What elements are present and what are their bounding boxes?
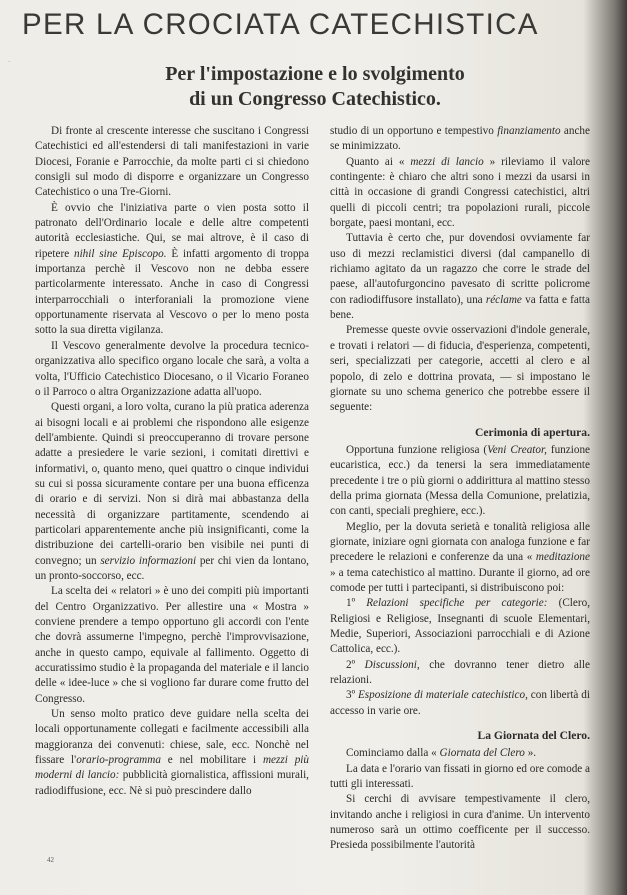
paragraph: Premesse queste ovvie osservazioni d'indole generale, e trovati i relatori — di fiducia, d'esperienza, competenti, seri, specializzati per categorie, accetti al clero e al popolo, di zelo e dottrina provata, — si impostano le giornate su uno schema generico che potrebbe essere il seguente: — [330, 324, 590, 414]
paragraph: Questi organi, a loro volta, curano la più pratica aderenza ai bisogni locali e ai problemi che rispondono alle esigenze dell'ambiente. Quindi si preoccuperanno di trovare persone adatte a presiedere le varie sezioni, i comitati direttivi e informativi, o, quanto meno, quei quattro o cinque individui su cui si possa sicuramente contare per una buona efficenza di orario e di servizi. Non si dirà mai abbastanza della necessità di organizzare partitamente, scendendo ai particolari apparentemente anche più insignificanti, come la distribuzione dei cartelli-orario ben visibile nei punti di convegno; un servizio informazioni per chi vien da lontano, un pronto-soccorso, ecc. — [35, 401, 309, 582]
paragraph: Un senso molto pratico deve guidare nella scelta dei locali opportunamente collegati e facilmente accessibili alla maggioranza dei convenuti: chiese, sale, ecc. Nonchè nel fissare l'orario-programma e nel mobilitare i mezzi più moderni di lancio: pubblicità giornalistica, affissioni murali, radiodiffusione, ecc. Nè si può prescindere dallo — [35, 708, 309, 797]
paragraph: Tuttavia è certo che, pur dovendosi ovviamente far uso di mezzi reclamistici diversi (dal campanello di richiamo agitato da un ragazzo che corre le strade del paese, all'autofurgoncino pavesato di scritte policrome con radiodiffusore installato), una réclame va fatta e fatta bene. — [330, 232, 590, 322]
paragraph: Si cerchi di avvisare tempestivamente il clero, invitando anche i religiosi in cura d'anime. Un intervento numeroso sarà un ottimo coefficente per il successo. Presieda possibilmente l'autorità — [330, 793, 590, 852]
page-number: 42 — [47, 856, 54, 864]
paragraph: Opportuna funzione religiosa (Veni Creator, funzione eucaristica, ecc.) da tenersi la sera immediatamente precedente i tre o più giorni o addirittura al mattino stesso della prima giornata (Messa della Comunione, prelatizia, con canti, speciali preghiere, ecc.). — [330, 443, 590, 518]
title-line-1: Per l'impostazione e lo svolgimento — [165, 63, 465, 85]
margin-mark: · — [8, 58, 11, 66]
title-line-2: di un Congresso Catechistico. — [189, 88, 441, 110]
paragraph: studio di un opportuno e tempestivo finanziamento anche se minimizzato. — [330, 125, 590, 153]
running-head: PER LA CROCIATA CATECHISTICA — [22, 8, 539, 41]
list-item: 2º Discussioni, che dovranno tener dietro alle relazioni. — [330, 658, 590, 687]
section-heading: La Giornata del Clero. — [477, 729, 590, 743]
section-heading: Cerimonia di apertura. — [475, 425, 590, 439]
paragraph: Quanto ai « mezzi di lancio » rileviamo il valore contingente: è chiaro che altri sono i mezzi da usarsi in città in occasione di grandi Congressi catechistici, altri quelli di piccoli centri; tra popolazioni rurali, piccole borgate, paesi montani, ecc. — [330, 155, 590, 230]
paragraph: Di fronte al crescente interesse che suscitano i Congressi Catechistici ed all'estendersi di tali manifestazioni in varie Diocesi, Foranie e Parrocchie, da molte parti ci si chiedono consigli sul modo di disporre e organizzare un Congresso Catechistico o una Tre-Giorni. — [35, 125, 309, 199]
paragraph: La scelta dei « relatori » è uno dei compiti più importanti del Centro Organizzativo. Per allestire una « Mostra » conviene prendere a tempo opportuno gli accordi con l'ente che dovrà assumerne l'impegno, perchè l'improvvisazione, anche in questo campo, equivale al fallimento. Oggetto di accuratissimo studio è la propaganda del materiale e il lancio delle « idee-luce » che si vogliono far durare come frutto del Congresso. — [35, 585, 309, 705]
list-item: 3º Esposizione di materiale catechistico, con libertà di accesso in varie ore. — [330, 689, 590, 717]
paragraph: Meglio, per la dovuta serietà e tonalità religiosa alle giornate, iniziare ogni giornata con analoga funzione e far precedere le relazioni e conferenze da una « meditazione » a tema catechistico al mattino. Durante il giorno, ad ore comode per tutti i partecipanti, si distribuiscono poi: — [330, 520, 590, 594]
paragraph: È ovvio che l'iniziativa parte o vien posta sotto il patronato dell'Ordinario locale e delle altre competenti autorità ecclesiastiche. Qui, se mai altrove, è il caso di ripetere nihil sine Episcopo. È infatti argomento di troppa importanza perchè il Vescovo non ne debba essere particolarmente interessato. Anche in caso di Congressi interparrocchiali o interforaniali la promozione viene opportunamente riservata al Vescovo o per lo meno posta sotto la sua diretta vigilanza. — [35, 201, 309, 337]
left-column — [35, 124, 309, 799]
list-item: 1º Relazioni specifiche per categorie: (Clero, Religiosi e Religiose, Insegnanti di scuole Elementari, Medie, Superiori, Associazioni parrocchiali e di Azione Cattolica, ecc.). — [330, 597, 590, 656]
article-title — [40, 62, 590, 112]
paragraph: La data e l'orario van fissati in giorno ed ore comode a tutti gli interessati. — [330, 762, 591, 791]
paragraph: Cominciamo dalla « Giornata del Clero ». — [346, 747, 537, 760]
paragraph: Il Vescovo generalmente devolve la procedura tecnico-organizzativa allo specifico organo locale che sarà, a volta a volta, l'Ufficio Catechistico Diocesano, o il Vicario Foraneo o il Parroco o altra Organizzazione adatta all'uopo. — [35, 339, 309, 398]
right-column — [330, 124, 590, 854]
